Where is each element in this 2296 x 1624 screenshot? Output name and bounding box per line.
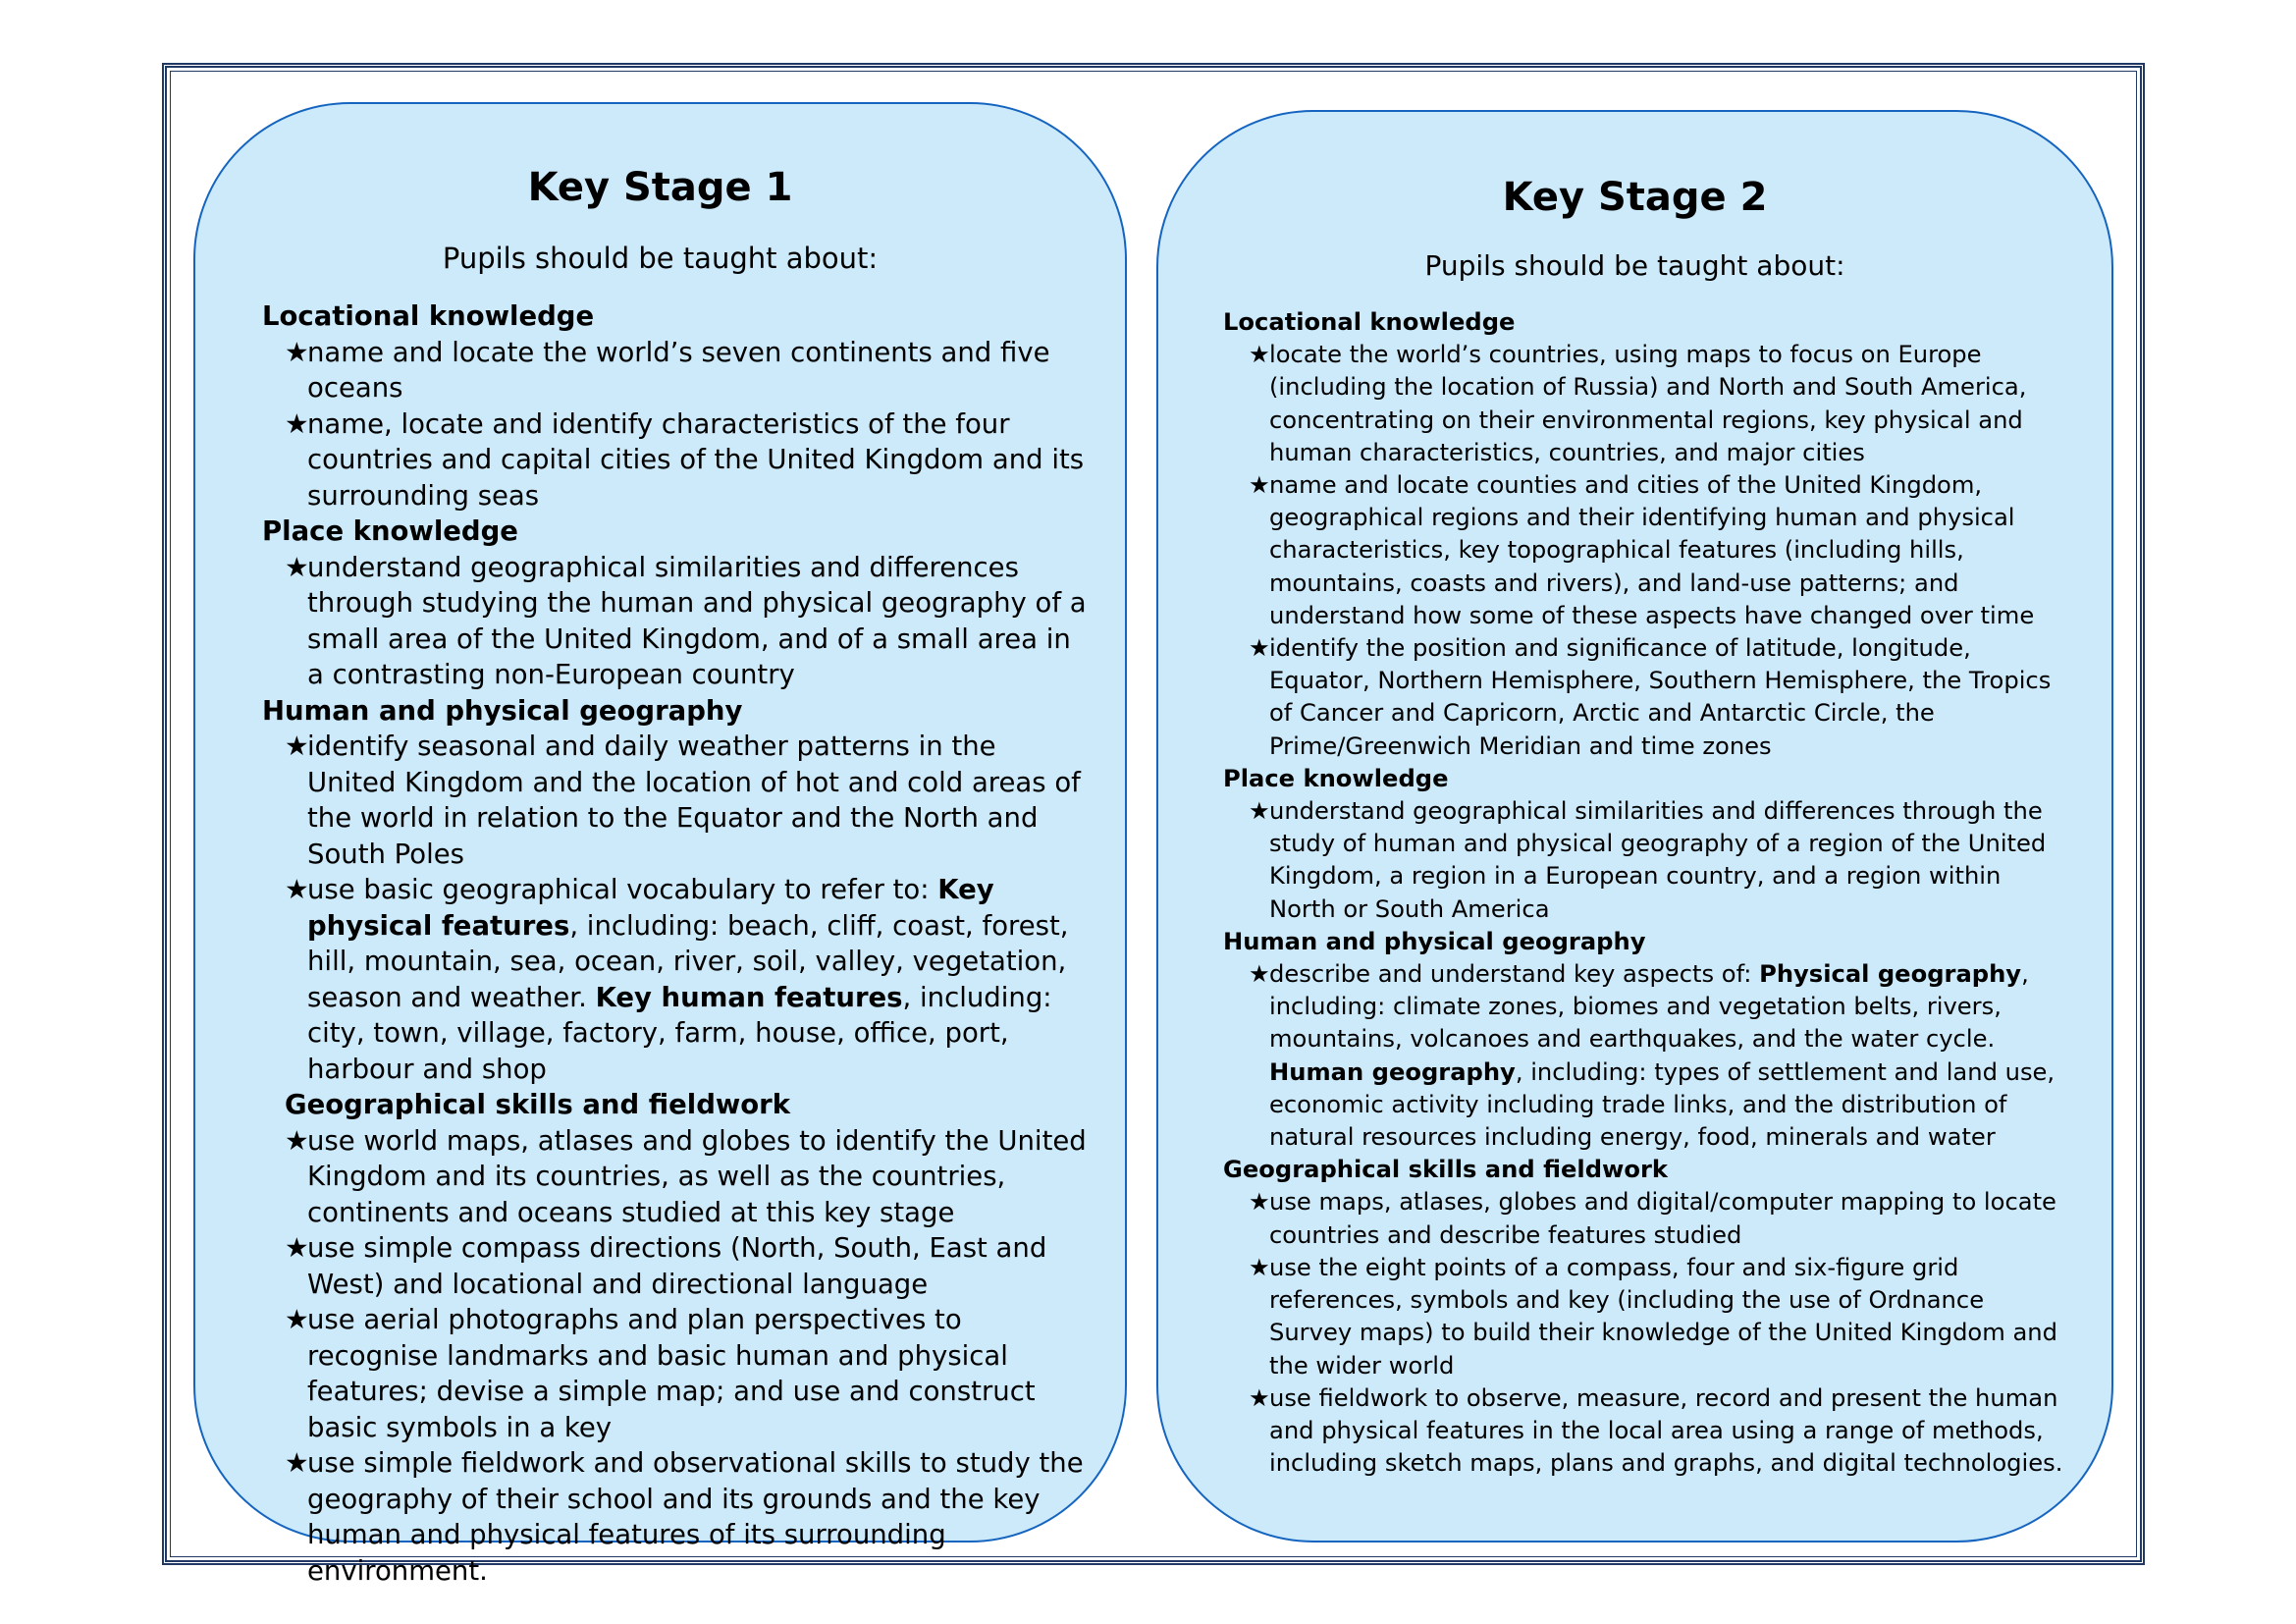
list-item: ★ describe and understand key aspects of: Physical geography, including: climate zones, biomes and vegetation belts, rivers, mountains, volcanoes and earthquakes, and the water cycle. Human geography, including: types of settlement and land use, economic activity including trade links, and the distribution of natural resources including energy, food, minerals and water bbox=[1249, 960, 2056, 1152]
star-bullet-icon: ★ bbox=[1249, 634, 1270, 663]
section-heading: Geographical skills and fieldwork bbox=[285, 1089, 791, 1120]
list-item: ★ understand geographical similarities and differences through studying the human and physical geography of a small area of the United Kingdom, and of a small area in a contrasting non-European country bbox=[285, 551, 1087, 690]
star-bullet-icon: ★ bbox=[285, 336, 309, 368]
list-item: ★ use maps, atlases, globes and digital/computer mapping to locate countries and describe features studied bbox=[1249, 1188, 2056, 1249]
star-bullet-icon: ★ bbox=[285, 1447, 309, 1479]
star-bullet-icon: ★ bbox=[1249, 471, 1270, 500]
star-bullet-icon: ★ bbox=[1249, 1383, 1270, 1412]
list-item: ★ use basic geographical vocabulary to refer to: Key physical features, including: beach, cliff, coast, forest, hill, mountain, sea, ocean, river, soil, valley, vegetation, season and weather. Key human features, including: city, town, village, factory, farm, house, office, port, harbour and shop bbox=[285, 874, 1069, 1085]
key-stage-1-panel bbox=[193, 102, 1127, 1587]
section-heading: Locational knowledge bbox=[262, 300, 595, 332]
list-item: ★ use simple fieldwork and observational skills to study the geography of their school and its grounds and the key human and physical features of its surrounding environment. bbox=[285, 1447, 1084, 1587]
star-bullet-icon: ★ bbox=[285, 1304, 309, 1335]
list-item: ★ understand geographical similarities and differences through the study of human and physical geography of a region of the United Kingdom, a region in a European country, and a region within North or South America bbox=[1249, 797, 2047, 923]
list-item: ★ name and locate counties and cities of the United Kingdom, geographical regions and their identifying human and physical characteristics, key topographical features (including hills, mountains, coasts and rivers), and land-use patterns; and understand how some of these aspects have changed over time bbox=[1249, 471, 2035, 629]
star-bullet-icon: ★ bbox=[1249, 341, 1270, 369]
section-heading: Human and physical geography bbox=[262, 694, 743, 727]
curriculum-list bbox=[262, 298, 1087, 1589]
list-item: ★ name and locate the world’s seven continents and five oceans bbox=[285, 336, 1050, 404]
panel-title: Key Stage 2 bbox=[1502, 175, 1768, 220]
panel-title: Key Stage 1 bbox=[527, 165, 793, 210]
list-item: ★ use simple compass directions (North, South, East and West) and locational and directional language bbox=[285, 1232, 1047, 1300]
list-item: ★ name, locate and identify characteristics of the four countries and capital cities of the United Kingdom and its surrounding seas bbox=[285, 407, 1085, 512]
star-bullet-icon: ★ bbox=[285, 407, 309, 440]
list-item: ★ use the eight points of a compass, four and six-figure grid references, symbols and key (including the use of Ordnance Survey maps) to build their knowledge of the United Kingdom and the wider world bbox=[1249, 1253, 2057, 1380]
star-bullet-icon: ★ bbox=[1249, 960, 1270, 989]
panel-subtitle: Pupils should be taught about: bbox=[1424, 249, 1845, 282]
section-heading: Human and physical geography bbox=[1223, 927, 1646, 955]
star-bullet-icon: ★ bbox=[1249, 1188, 1270, 1217]
star-bullet-icon: ★ bbox=[1249, 1253, 1270, 1281]
curriculum-list bbox=[1223, 306, 2067, 1480]
star-bullet-icon: ★ bbox=[285, 874, 309, 905]
section-heading: Place knowledge bbox=[1223, 764, 1449, 792]
section-heading: Locational knowledge bbox=[1223, 308, 1516, 336]
section-heading: Geographical skills and fieldwork bbox=[1223, 1156, 1668, 1184]
star-bullet-icon: ★ bbox=[285, 1124, 309, 1157]
key-stage-2-panel bbox=[1156, 110, 2113, 1543]
panel-subtitle: Pupils should be taught about: bbox=[442, 242, 879, 275]
list-item: ★ locate the world’s countries, using maps to focus on Europe (including the location of Russia) and North and South America, concentrating on their environmental regions, key physical and human characteristics, countries, and major cities bbox=[1249, 341, 2027, 466]
list-item: ★ use aerial photographs and plan perspectives to recognise landmarks and basic human and physical features; devise a simple map; and use and construct basic symbols in a key bbox=[285, 1304, 1036, 1443]
list-item: ★ use fieldwork to observe, measure, record and present the human and physical features in the local area using a range of methods, including sketch maps, plans and graphs, and digital technologies. bbox=[1249, 1383, 2063, 1478]
star-bullet-icon: ★ bbox=[285, 731, 309, 762]
list-item: ★ identify seasonal and daily weather patterns in the United Kingdom and the location of hot and cold areas of the world in relation to the Equator and the North and South Poles bbox=[285, 731, 1081, 870]
star-bullet-icon: ★ bbox=[1249, 797, 1270, 826]
list-item: ★ use world maps, atlases and globes to identify the United Kingdom and its countries, as well as the countries, continents and oceans studied at this key stage bbox=[285, 1124, 1087, 1228]
star-bullet-icon: ★ bbox=[285, 1232, 309, 1264]
star-bullet-icon: ★ bbox=[285, 551, 309, 583]
section-heading: Place knowledge bbox=[262, 515, 518, 547]
list-item: ★ identify the position and significance of latitude, longitude, Equator, Northern Hemisphere, Southern Hemisphere, the Tropics of Cancer and Capricorn, Arctic and Antarctic Circle, the Prime/Greenwich Meridian and time zones bbox=[1249, 634, 2052, 760]
